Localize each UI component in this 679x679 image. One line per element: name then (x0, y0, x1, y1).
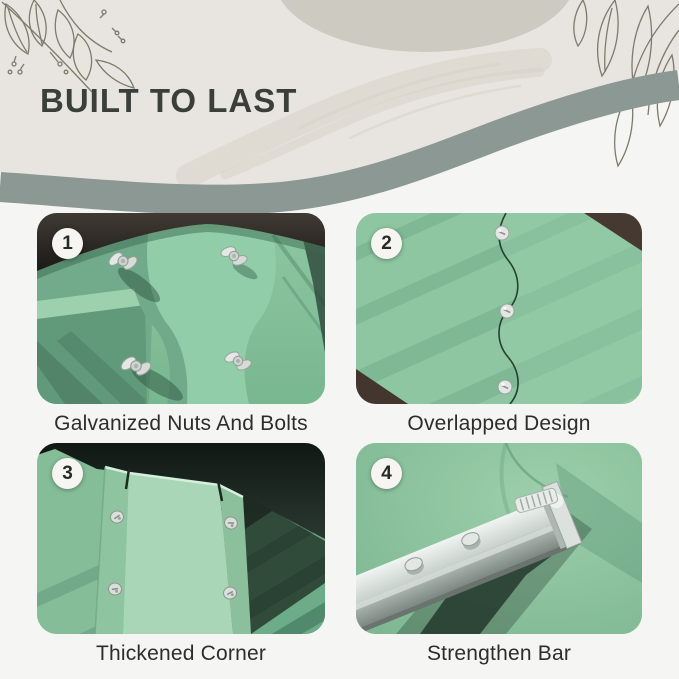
feature-card-3 (37, 443, 325, 667)
badge-number: 4 (381, 462, 392, 484)
card-caption: Galvanized Nuts And Bolts (54, 412, 308, 435)
photo-thickened-corner (37, 443, 325, 634)
badge-number: 3 (62, 462, 73, 484)
photo-strengthen-bar (356, 443, 642, 634)
card-number-badge (52, 458, 83, 489)
photo-galvanized-nuts-and-bolts (37, 213, 325, 404)
page-title: BUILT TO LAST (40, 82, 298, 119)
feature-card-2 (356, 213, 642, 437)
feature-card-4 (356, 443, 642, 667)
card-caption: Strengthen Bar (426, 642, 572, 665)
card-number-badge (52, 228, 83, 259)
card-number-badge (371, 228, 402, 259)
feature-card-1 (37, 213, 325, 437)
card-caption: Overlapped Design (407, 412, 591, 435)
card-number-badge (371, 458, 402, 489)
photo-overlapped-design (356, 213, 642, 404)
card-caption: Thickened Corner (95, 642, 267, 665)
badge-number: 1 (62, 232, 73, 254)
badge-number: 2 (381, 232, 392, 254)
